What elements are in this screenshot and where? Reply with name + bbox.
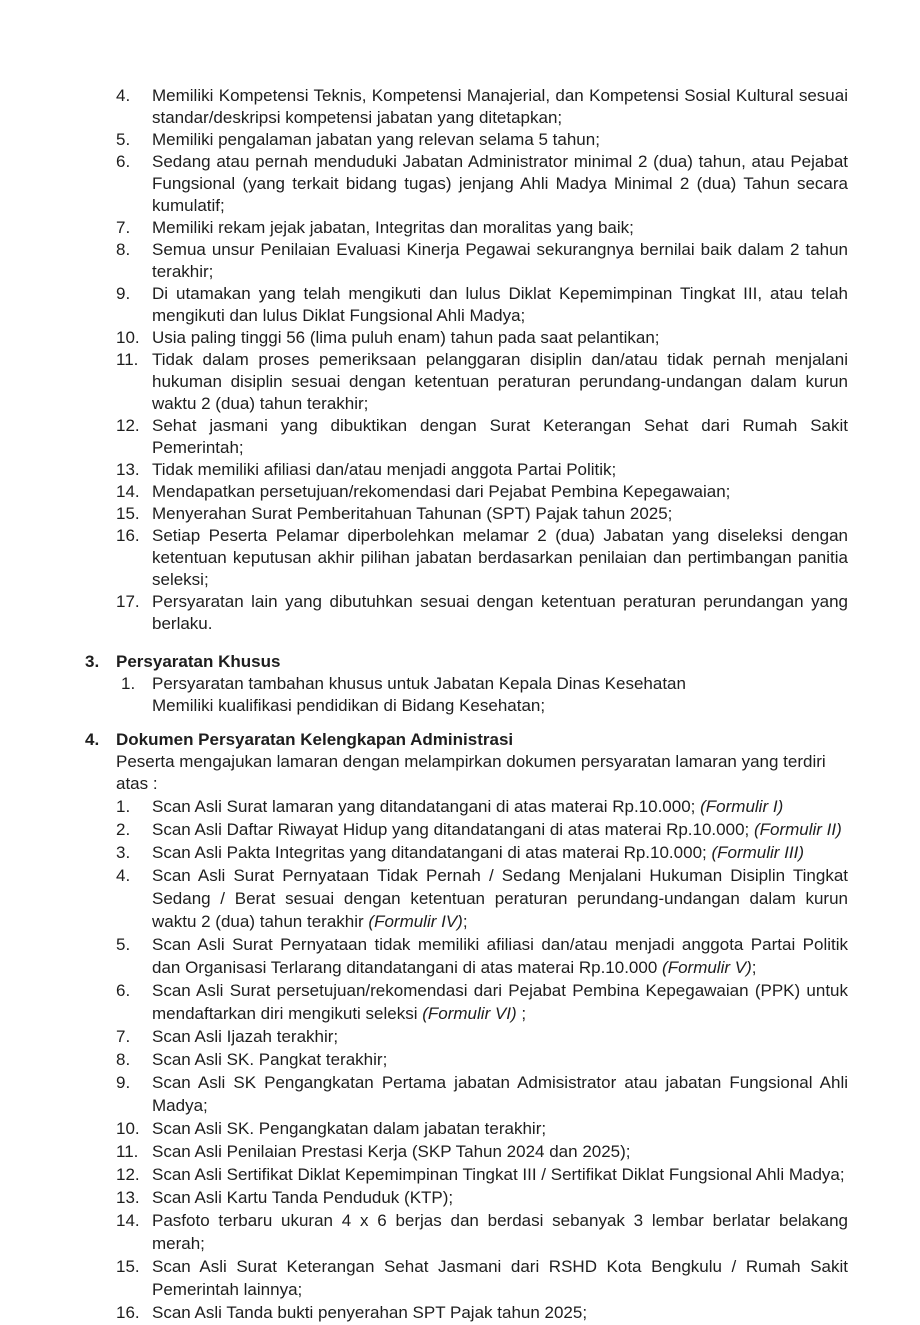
item-number: 14. [116, 1211, 140, 1230]
item-text: Scan Asli SK Pengangkatan Pertama jabatan Admisistrator atau jabatan Fungsional Ahli Madya; [152, 1073, 848, 1115]
section-number: 3. [85, 652, 100, 671]
item-text: Scan Asli SK. Pengangkatan dalam jabatan terakhir; [152, 1119, 547, 1138]
document-content [0, 85, 920, 1324]
item-text: Di utamakan yang telah mengikuti dan lulus Diklat Kepemimpinan Tingkat III, atau telah mengikuti dan lulus Diklat Fungsional Ahli Madya; [152, 284, 848, 325]
item-text: Scan Asli Pakta Integritas yang ditandatangani di atas materai Rp.10.000; (Formulir III) [152, 843, 805, 862]
general-requirement-item [0, 525, 920, 591]
item-text: Scan Asli Penilaian Prestasi Kerja (SKP Tahun 2024 dan 2025); [152, 1142, 631, 1161]
item-text: Sehat jasmani yang dibuktikan dengan Surat Keterangan Sehat dari Rumah Sakit Pemerintah; [152, 416, 848, 457]
item-number: 1. [121, 674, 136, 693]
item-text: Scan Asli Surat persetujuan/rekomendasi dari Pejabat Pembina Kepegawaian (PPK) untuk mendaftarkan diri mengikuti seleksi (Formulir VI) ; [152, 981, 848, 1023]
section-title: Persyaratan Khusus [116, 652, 281, 671]
item-text: Scan Asli Sertifikat Diklat Kepemimpinan Tingkat III / Sertifikat Diklat Fungsional Ahli Madya; [152, 1165, 845, 1184]
item-text: Scan Asli Surat lamaran yang ditandatangani di atas materai Rp.10.000; (Formulir I) [152, 797, 784, 816]
admin-documents-list [0, 795, 920, 1324]
item-number: 7. [116, 218, 131, 237]
item-number: 16. [116, 526, 140, 545]
item-text: Scan Asli SK. Pangkat terakhir; [152, 1050, 388, 1069]
admin-document-item [0, 1071, 920, 1117]
item-text: Semua unsur Penilaian Evaluasi Kinerja Pegawai sekurangnya bernilai baik dalam 2 tahun terakhir; [152, 240, 848, 281]
item-number: 9. [116, 284, 131, 303]
admin-document-item [0, 841, 920, 864]
formulir-reference: (Formulir VI) [422, 1004, 517, 1023]
formulir-reference: (Formulir I) [700, 797, 784, 816]
item-text: Scan Asli Ijazah terakhir; [152, 1027, 339, 1046]
formulir-reference: (Formulir IV) [368, 912, 463, 931]
admin-document-item [0, 1163, 920, 1186]
admin-document-item [0, 979, 920, 1025]
item-number: 3. [116, 843, 131, 862]
item-number: 8. [116, 1050, 131, 1069]
general-requirement-item [0, 239, 920, 283]
item-number: 5. [116, 935, 131, 954]
item-number: 4. [116, 866, 131, 885]
section-number: 4. [85, 730, 100, 749]
item-text: Memiliki pengalaman jabatan yang relevan selama 5 tahun; [152, 130, 600, 149]
item-number: 16. [116, 1303, 140, 1322]
admin-documents-intro: Peserta mengajukan lamaran dengan melampirkan dokumen persyaratan lamaran yang terdiri atas : [116, 752, 826, 793]
general-requirement-item [0, 217, 920, 239]
item-text: Usia paling tinggi 56 (lima puluh enam) tahun pada saat pelantikan; [152, 328, 660, 347]
general-requirements-list [0, 85, 920, 635]
item-text: Pasfoto terbaru ukuran 4 x 6 berjas dan berdasi sebanyak 3 lembar berlatar belakang merah; [152, 1211, 848, 1253]
item-text: Scan Asli Tanda bukti penyerahan SPT Pajak tahun 2025; [152, 1303, 588, 1322]
general-requirement-item [0, 591, 920, 635]
item-number: 15. [116, 1257, 140, 1276]
item-number: 11. [116, 1142, 139, 1161]
item-number: 6. [116, 981, 131, 1000]
item-number: 14. [116, 482, 140, 501]
item-text: Memiliki Kompetensi Teknis, Kompetensi Manajerial, dan Kompetensi Sosial Kultural sesuai standar/deskripsi kompetensi jabatan yang ditetapkan; [152, 86, 848, 127]
item-number: 5. [116, 130, 131, 149]
admin-document-item [0, 1048, 920, 1071]
item-text: Scan Asli Daftar Riwayat Hidup yang ditandatangani di atas materai Rp.10.000; (Formulir II) [152, 820, 842, 839]
section-title: Dokumen Persyaratan Kelengkapan Administrasi [116, 730, 514, 749]
item-text: Mendapatkan persetujuan/rekomendasi dari Pejabat Pembina Kepegawaian; [152, 482, 731, 501]
item-text: Memiliki rekam jejak jabatan, Integritas dan moralitas yang baik; [152, 218, 634, 237]
admin-document-item [0, 1186, 920, 1209]
item-number: 7. [116, 1027, 131, 1046]
item-number: 1. [116, 797, 131, 816]
formulir-reference: (Formulir II) [753, 820, 842, 839]
item-number: 12. [116, 1165, 140, 1184]
item-text: Scan Asli Surat Pernyataan Tidak Pernah / Sedang Menjalani Hukuman Disiplin Tingkat Sedang / Berat sesuai dengan ketentuan peraturan perundang-undangan dalam kurun waktu 2 (dua) tahun terakhir (Formulir IV); [152, 866, 848, 931]
item-text: Tidak dalam proses pemeriksaan pelanggaran disiplin dan/atau tidak pernah menjalani hukuman disiplin sesuai dengan ketentuan peraturan perundang-undangan dalam kurun waktu 2 (dua) tahun terakhir; [152, 350, 848, 413]
admin-document-item [0, 1025, 920, 1048]
item-number: 6. [116, 152, 131, 171]
general-requirement-item [0, 327, 920, 349]
section-heading-dokumen-persyaratan [0, 729, 920, 751]
formulir-reference: (Formulir V) [662, 958, 752, 977]
special-requirement-item [0, 673, 920, 717]
item-text: Persyaratan lain yang dibutuhkan sesuai dengan ketentuan peraturan perundangan yang berlaku. [152, 592, 848, 633]
item-number: 15. [116, 504, 140, 523]
admin-document-item [0, 1301, 920, 1324]
item-text: Scan Asli Surat Keterangan Sehat Jasmani dari RSHD Kota Bengkulu / Rumah Sakit Pemerintah lainnya; [152, 1257, 848, 1299]
formulir-reference: (Formulir III) [711, 843, 805, 862]
general-requirement-item [0, 481, 920, 503]
item-number: 12. [116, 416, 140, 435]
special-requirement-line1: Persyaratan tambahan khusus untuk Jabatan Kepala Dinas Kesehatan [152, 674, 686, 693]
admin-document-item [0, 1140, 920, 1163]
general-requirement-item [0, 151, 920, 217]
item-number: 13. [116, 1188, 140, 1207]
item-number: 8. [116, 240, 131, 259]
admin-document-item [0, 818, 920, 841]
item-text: Tidak memiliki afiliasi dan/atau menjadi anggota Partai Politik; [152, 460, 617, 479]
admin-document-item [0, 795, 920, 818]
general-requirement-item [0, 129, 920, 151]
item-text [152, 673, 852, 717]
item-text: Menyerahan Surat Pemberitahuan Tahunan (SPT) Pajak tahun 2025; [152, 504, 673, 523]
item-text: Scan Asli Kartu Tanda Penduduk (KTP); [152, 1188, 454, 1207]
item-text: Scan Asli Surat Pernyataan tidak memiliki afiliasi dan/atau menjadi anggota Partai Politik dan Organisasi Terlarang ditandatangani di atas materai Rp.10.000 (Formulir V); [152, 935, 848, 977]
item-number: 17. [116, 592, 140, 611]
item-number: 13. [116, 460, 140, 479]
item-number: 10. [116, 328, 140, 347]
item-number: 9. [116, 1073, 131, 1092]
general-requirement-item [0, 415, 920, 459]
general-requirement-item [0, 503, 920, 525]
general-requirement-item [0, 85, 920, 129]
admin-document-item [0, 864, 920, 933]
admin-document-item [0, 1117, 920, 1140]
admin-document-item [0, 1209, 920, 1255]
section-heading-persyaratan-khusus [0, 651, 920, 673]
admin-document-item [0, 933, 920, 979]
item-text: Sedang atau pernah menduduki Jabatan Administrator minimal 2 (dua) tahun, atau Pejabat Fungsional (yang terkait bidang tugas) jenjang Ahli Madya Minimal 2 (dua) Tahun secara kumulatif; [152, 152, 848, 215]
general-requirement-item [0, 349, 920, 415]
item-number: 2. [116, 820, 131, 839]
item-number: 11. [116, 350, 139, 369]
item-number: 10. [116, 1119, 140, 1138]
item-text: Setiap Peserta Pelamar diperbolehkan melamar 2 (dua) Jabatan yang diseleksi dengan ketentuan keputusan akhir pilihan jabatan berdasarkan penilaian dan pertimbangan panitia seleksi; [152, 526, 848, 589]
admin-document-item [0, 1255, 920, 1301]
general-requirement-item [0, 283, 920, 327]
special-requirement-line2: Memiliki kualifikasi pendidikan di Bidang Kesehatan; [152, 696, 546, 715]
item-number: 4. [116, 86, 131, 105]
general-requirement-item [0, 459, 920, 481]
